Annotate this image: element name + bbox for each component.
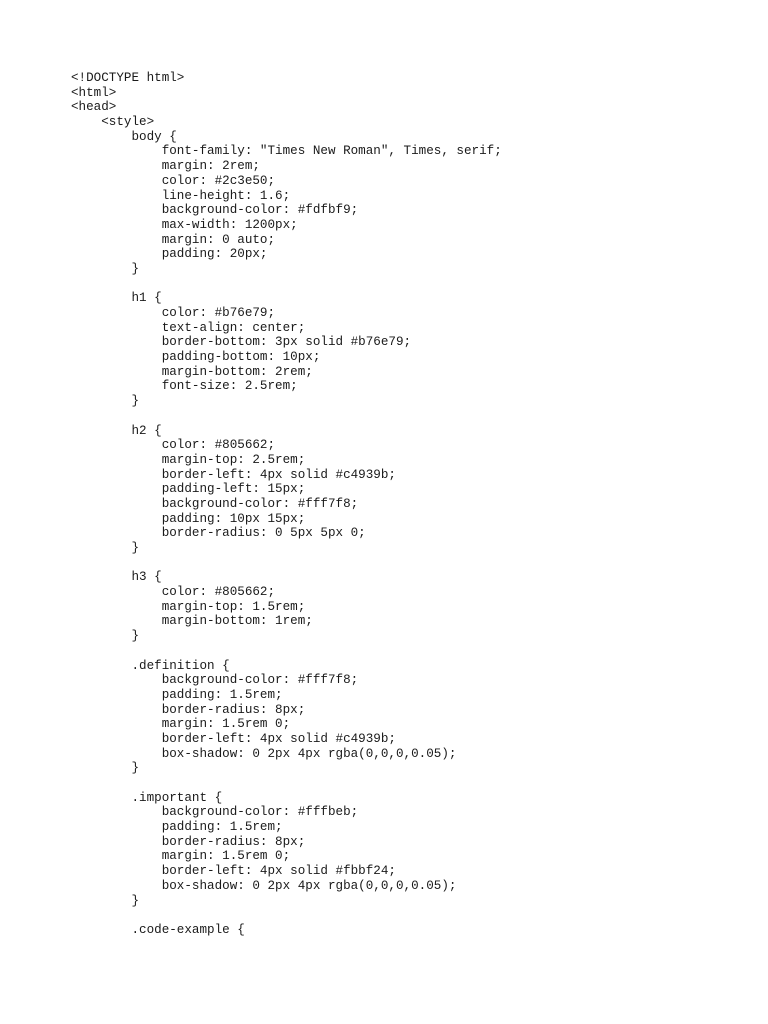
code-line: background-color: #fff7f8;: [71, 496, 359, 511]
code-line: border-radius: 8px;: [71, 834, 306, 849]
code-line: .code-example {: [71, 922, 245, 937]
code-line: }: [71, 629, 140, 644]
code-line: h1 {: [71, 291, 162, 306]
code-line: }: [71, 394, 140, 409]
code-line: line-height: 1.6;: [71, 188, 291, 203]
code-line: padding: 10px 15px;: [71, 511, 306, 526]
code-line: text-align: center;: [71, 320, 306, 335]
code-line: body {: [71, 129, 177, 144]
code-line: margin: 2rem;: [71, 159, 260, 174]
code-line: padding-bottom: 10px;: [71, 350, 321, 365]
code-line: padding: 1.5rem;: [71, 820, 283, 835]
code-line: <html>: [71, 85, 117, 100]
code-line: color: #b76e79;: [71, 306, 276, 320]
code-line: border-left: 4px solid #fbbf24;: [71, 864, 396, 879]
code-line: .definition {: [71, 658, 230, 673]
code-line: padding: 1.5rem;: [71, 687, 283, 702]
code-line: border-radius: 8px;: [71, 702, 306, 717]
code-line: border-radius: 0 5px 5px 0;: [71, 526, 366, 541]
code-line: color: #805662;: [71, 438, 276, 453]
code-line: border-left: 4px solid #c4939b;: [71, 467, 396, 482]
code-line: font-size: 2.5rem;: [71, 379, 298, 394]
code-line: color: #2c3e50;: [71, 173, 276, 188]
code-line: }: [71, 261, 140, 276]
code-line: background-color: #fff7f8;: [71, 673, 359, 688]
code-line: font-family: "Times New Roman", Times, serif;: [71, 144, 502, 159]
code-line: margin-top: 1.5rem;: [71, 599, 306, 614]
code-line: <!DOCTYPE html>: [71, 71, 185, 85]
code-listing: [71, 71, 751, 938]
code-line: [71, 908, 751, 923]
code-line: [71, 776, 751, 791]
code-line: box-shadow: 0 2px 4px rgba(0,0,0,0.05);: [71, 746, 457, 761]
code-line: border-left: 4px solid #c4939b;: [71, 731, 396, 746]
code-line: margin: 1.5rem 0;: [71, 849, 291, 864]
code-line: }: [71, 893, 140, 908]
code-line: margin: 0 auto;: [71, 232, 276, 247]
code-line: <style>: [71, 115, 155, 130]
code-line: [71, 277, 751, 292]
code-line: padding-left: 15px;: [71, 482, 306, 497]
code-line: [71, 644, 751, 659]
code-line: background-color: #fffbeb;: [71, 805, 359, 820]
code-line: margin-bottom: 1rem;: [71, 614, 313, 629]
code-line: margin-bottom: 2rem;: [71, 364, 313, 379]
code-line: }: [71, 761, 140, 776]
code-line: h2 {: [71, 423, 162, 438]
code-line: [71, 409, 751, 424]
code-line: <head>: [71, 100, 117, 115]
code-line: background-color: #fdfbf9;: [71, 203, 359, 218]
code-line: max-width: 1200px;: [71, 217, 298, 232]
code-line: box-shadow: 0 2px 4px rgba(0,0,0,0.05);: [71, 878, 457, 893]
code-line: padding: 20px;: [71, 247, 268, 262]
code-line: margin: 1.5rem 0;: [71, 717, 291, 732]
code-line: .important {: [71, 790, 223, 805]
code-line: margin-top: 2.5rem;: [71, 452, 306, 467]
code-line: color: #805662;: [71, 585, 276, 600]
code-line: [71, 556, 751, 571]
code-line: h3 {: [71, 570, 162, 585]
code-line: border-bottom: 3px solid #b76e79;: [71, 335, 412, 350]
code-line: }: [71, 541, 140, 555]
